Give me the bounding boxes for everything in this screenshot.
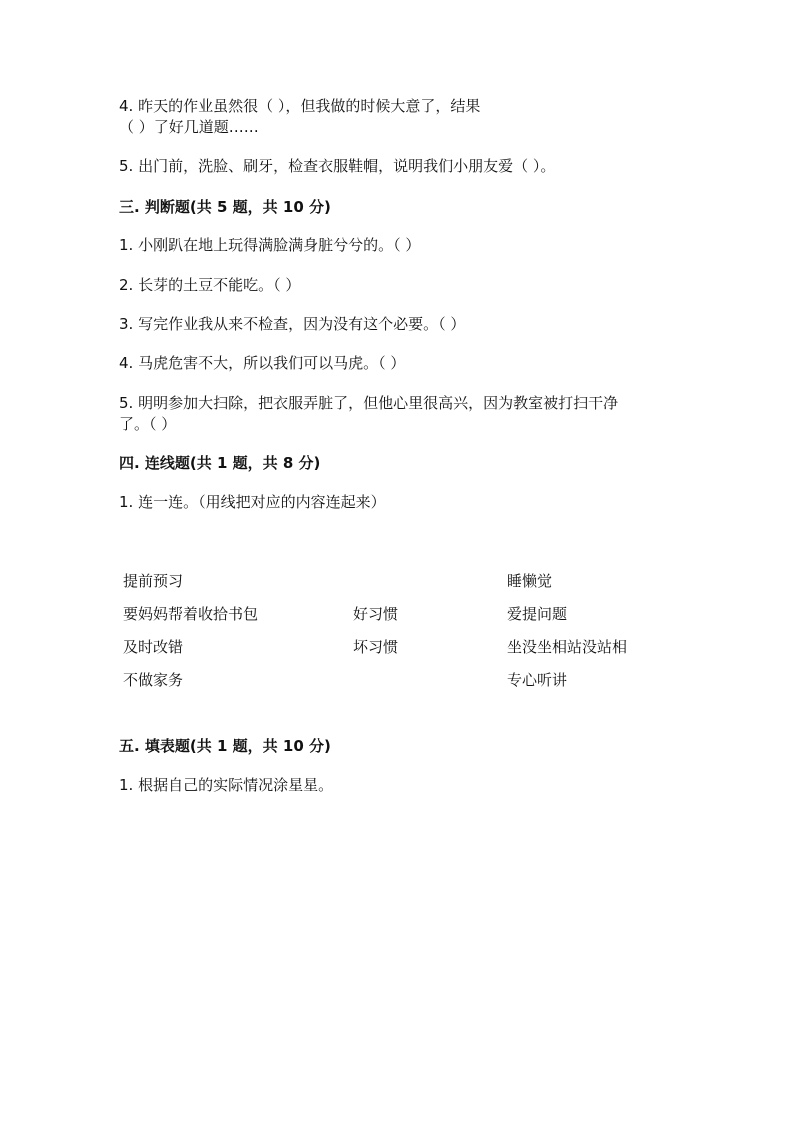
- matching-left-item: 不做家务: [123, 671, 184, 689]
- table-fill-q1: 1. 根据自己的实际情况涂星星。: [119, 776, 334, 794]
- matching-left-item: 要妈妈帮着收拾书包: [123, 605, 259, 623]
- judge-q5-line2: 了。（ ）: [119, 415, 177, 433]
- judge-q2: 2. 长芽的土豆不能吃。（ ）: [119, 276, 301, 294]
- fill-blank-q5: 5. 出门前，洗脸、刷牙，检查衣服鞋帽，说明我们小朋友爱（ ）。: [119, 157, 556, 175]
- matching-middle-item: 坏习惯: [353, 638, 399, 656]
- matching-right-item: 专心听讲: [507, 671, 568, 689]
- fill-blank-q4-line1: 4. 昨天的作业虽然很（ ），但我做的时候大意了，结果: [119, 97, 481, 115]
- judge-q1: 1. 小刚趴在地上玩得满脸满身脏兮兮的。（ ）: [119, 236, 421, 254]
- matching-left-item: 及时改错: [123, 638, 184, 656]
- matching-right-item: 爱提问题: [507, 605, 568, 623]
- section-heading-matching: 四. 连线题(共 1 题，共 8 分): [119, 454, 321, 472]
- matching-q1: 1. 连一连。（用线把对应的内容连起来）: [119, 493, 386, 511]
- fill-blank-q4-line2: （ ）了好几道题……: [119, 118, 259, 136]
- judge-q3: 3. 写完作业我从来不检查，因为没有这个必要。（ ）: [119, 315, 466, 333]
- matching-left-item: 提前预习: [123, 572, 184, 590]
- judge-q4: 4. 马虎危害不大，所以我们可以马虎。（ ）: [119, 354, 406, 372]
- section-heading-judge: 三. 判断题(共 5 题，共 10 分): [119, 198, 331, 216]
- matching-right-item: 睡懒觉: [507, 572, 553, 590]
- matching-right-item: 坐没坐相站没站相: [507, 638, 628, 656]
- matching-middle-item: 好习惯: [353, 605, 399, 623]
- section-heading-table-fill: 五. 填表题(共 1 题，共 10 分): [119, 737, 331, 755]
- judge-q5-line1: 5. 明明参加大扫除，把衣服弄脏了，但他心里很高兴，因为教室被打扫干净: [119, 394, 619, 412]
